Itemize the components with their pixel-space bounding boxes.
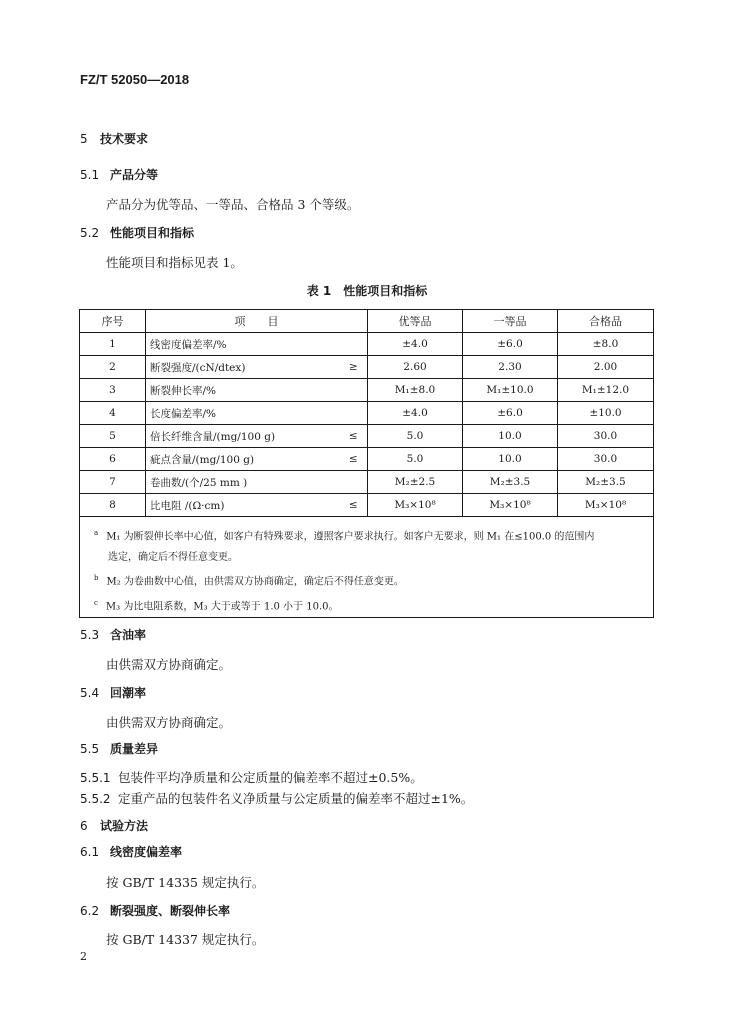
note-text: 选定，确定后不得任意变更。 bbox=[108, 552, 238, 564]
row-no: 1 bbox=[80, 333, 146, 356]
section-title: 质量差异 bbox=[110, 742, 159, 756]
row-excellent: 2.60 bbox=[368, 356, 463, 379]
row-item: 卷曲数/(个/25 mm ) bbox=[146, 471, 340, 494]
row-symbol bbox=[340, 402, 368, 425]
row-first: ±6.0 bbox=[463, 333, 558, 356]
section-text: 包装件平均净质量和公定质量的偏差率不超过±0.5%。 bbox=[118, 770, 423, 785]
header-no: 序号 bbox=[80, 310, 146, 333]
row-item: 倍长纤维含量/(mg/100 g) bbox=[146, 425, 340, 448]
table-row bbox=[80, 356, 654, 379]
section-title: 技术要求 bbox=[100, 132, 149, 146]
table-notes-row bbox=[80, 517, 654, 618]
table-row bbox=[80, 379, 654, 402]
section-5-4-heading bbox=[80, 684, 146, 701]
section-number: 5.5 bbox=[80, 742, 100, 756]
section-6-heading bbox=[80, 817, 148, 834]
section-5-2-text: 性能项目和指标见表 1。 bbox=[106, 255, 243, 270]
row-item: 疵点含量/(mg/100 g) bbox=[146, 448, 340, 471]
row-first: M₂±3.5 bbox=[463, 471, 558, 494]
row-symbol: ≤ bbox=[340, 494, 368, 517]
section-5-5-2 bbox=[80, 789, 473, 807]
row-excellent: M₃×10⁸ bbox=[368, 494, 463, 517]
row-excellent: 5.0 bbox=[368, 448, 463, 471]
row-item: 长度偏差率/% bbox=[146, 402, 340, 425]
note-text: M₁ 为断裂伸长率中心值，如客户有特殊要求，遵照客户要求执行。如客户无要求，则 M₁ 在≤100.0 的范围内 bbox=[106, 531, 595, 543]
note-mark: c bbox=[94, 598, 98, 607]
row-qualified: 30.0 bbox=[558, 425, 654, 448]
row-first: 10.0 bbox=[463, 425, 558, 448]
row-no: 6 bbox=[80, 448, 146, 471]
row-first: ±6.0 bbox=[463, 402, 558, 425]
row-item: 比电阻 /(Ω·cm) bbox=[146, 494, 340, 517]
section-6-1-heading bbox=[80, 843, 182, 860]
row-symbol bbox=[340, 471, 368, 494]
row-qualified: ±8.0 bbox=[558, 333, 654, 356]
header-item: 项 目 bbox=[146, 310, 368, 333]
row-first: 2.30 bbox=[463, 356, 558, 379]
section-title: 产品分等 bbox=[110, 168, 159, 182]
section-6-1-text: 按 GB/T 14335 规定执行。 bbox=[106, 875, 265, 890]
row-symbol bbox=[340, 379, 368, 402]
row-no: 7 bbox=[80, 471, 146, 494]
row-first: M₃×10⁸ bbox=[463, 494, 558, 517]
section-number: 5.4 bbox=[80, 686, 100, 700]
section-number: 5 bbox=[80, 132, 88, 146]
table-row bbox=[80, 471, 654, 494]
section-title: 断裂强度、断裂伸长率 bbox=[110, 904, 231, 918]
performance-table bbox=[79, 309, 654, 618]
section-number: 6.2 bbox=[80, 904, 100, 918]
row-excellent: ±4.0 bbox=[368, 333, 463, 356]
section-5-4-text: 由供需双方协商确定。 bbox=[106, 715, 232, 730]
section-title: 性能项目和指标 bbox=[110, 226, 195, 240]
row-no: 4 bbox=[80, 402, 146, 425]
section-title: 线密度偏差率 bbox=[110, 845, 183, 859]
row-qualified: M₂±3.5 bbox=[558, 471, 654, 494]
table-note bbox=[94, 523, 645, 547]
row-item: 断裂伸长率/% bbox=[146, 379, 340, 402]
section-number: 5.5.1 bbox=[80, 771, 111, 785]
section-title: 回潮率 bbox=[110, 686, 147, 700]
section-text: 定重产品的包装件名义净质量与公定质量的偏差率不超过±1%。 bbox=[118, 791, 474, 806]
section-5-1-text: 产品分为优等品、一等品、合格品 3 个等级。 bbox=[106, 197, 360, 212]
table-notes bbox=[80, 517, 654, 618]
section-6-2-text: 按 GB/T 14337 规定执行。 bbox=[106, 932, 265, 947]
row-qualified: ±10.0 bbox=[558, 402, 654, 425]
row-no: 3 bbox=[80, 379, 146, 402]
row-symbol: ≤ bbox=[340, 448, 368, 471]
standard-code: FZ/T 52050—2018 bbox=[80, 72, 190, 87]
row-excellent: M₂±2.5 bbox=[368, 471, 463, 494]
table-row bbox=[80, 402, 654, 425]
section-5-2-heading bbox=[80, 224, 194, 241]
section-5-3-text: 由供需双方协商确定。 bbox=[106, 657, 232, 672]
header-qualified: 合格品 bbox=[558, 310, 654, 333]
row-excellent: ±4.0 bbox=[368, 402, 463, 425]
section-number: 6.1 bbox=[80, 845, 100, 859]
section-5-heading bbox=[80, 130, 148, 147]
row-no: 5 bbox=[80, 425, 146, 448]
row-symbol bbox=[340, 333, 368, 356]
section-number: 5.3 bbox=[80, 628, 100, 642]
note-mark: b bbox=[94, 574, 99, 583]
section-number: 5.2 bbox=[80, 226, 100, 240]
table-row bbox=[80, 448, 654, 471]
row-symbol: ≤ bbox=[340, 425, 368, 448]
table-note bbox=[94, 593, 645, 617]
row-first: 10.0 bbox=[463, 448, 558, 471]
section-5-3-heading bbox=[80, 626, 146, 643]
table-caption: 表 1 性能项目和指标 bbox=[306, 284, 428, 298]
table-note bbox=[94, 547, 645, 568]
section-title: 含油率 bbox=[110, 628, 147, 642]
section-number: 5.5.2 bbox=[80, 792, 111, 806]
section-5-5-heading bbox=[80, 740, 158, 757]
table-row bbox=[80, 494, 654, 517]
header-excellent: 优等品 bbox=[368, 310, 463, 333]
row-first: M₁±10.0 bbox=[463, 379, 558, 402]
section-6-2-heading bbox=[80, 902, 230, 919]
row-qualified: 30.0 bbox=[558, 448, 654, 471]
section-title: 试验方法 bbox=[100, 819, 149, 833]
table-note bbox=[94, 568, 645, 592]
row-excellent: M₁±8.0 bbox=[368, 379, 463, 402]
header-first: 一等品 bbox=[463, 310, 558, 333]
note-mark: a bbox=[94, 529, 99, 537]
page-number: 2 bbox=[80, 950, 87, 963]
section-5-1-heading bbox=[80, 166, 158, 183]
table-row bbox=[80, 425, 654, 448]
section-number: 6 bbox=[80, 819, 88, 833]
row-item: 断裂强度/(cN/dtex) bbox=[146, 356, 340, 379]
row-qualified: 2.00 bbox=[558, 356, 654, 379]
table-row bbox=[80, 333, 654, 356]
table-header-row bbox=[80, 310, 654, 333]
row-symbol: ≥ bbox=[340, 356, 368, 379]
note-text: M₃ 为比电阻系数，M₃ 大于或等于 1.0 小于 10.0。 bbox=[105, 600, 339, 612]
row-no: 8 bbox=[80, 494, 146, 517]
note-text: M₂ 为卷曲数中心值，由供需双方协商确定，确定后不得任意变更。 bbox=[106, 576, 404, 588]
row-qualified: M₃×10⁸ bbox=[558, 494, 654, 517]
row-item: 线密度偏差率/% bbox=[146, 333, 340, 356]
row-qualified: M₁±12.0 bbox=[558, 379, 654, 402]
section-number: 5.1 bbox=[80, 168, 100, 182]
row-excellent: 5.0 bbox=[368, 425, 463, 448]
section-5-5-1 bbox=[80, 768, 423, 786]
row-no: 2 bbox=[80, 356, 146, 379]
